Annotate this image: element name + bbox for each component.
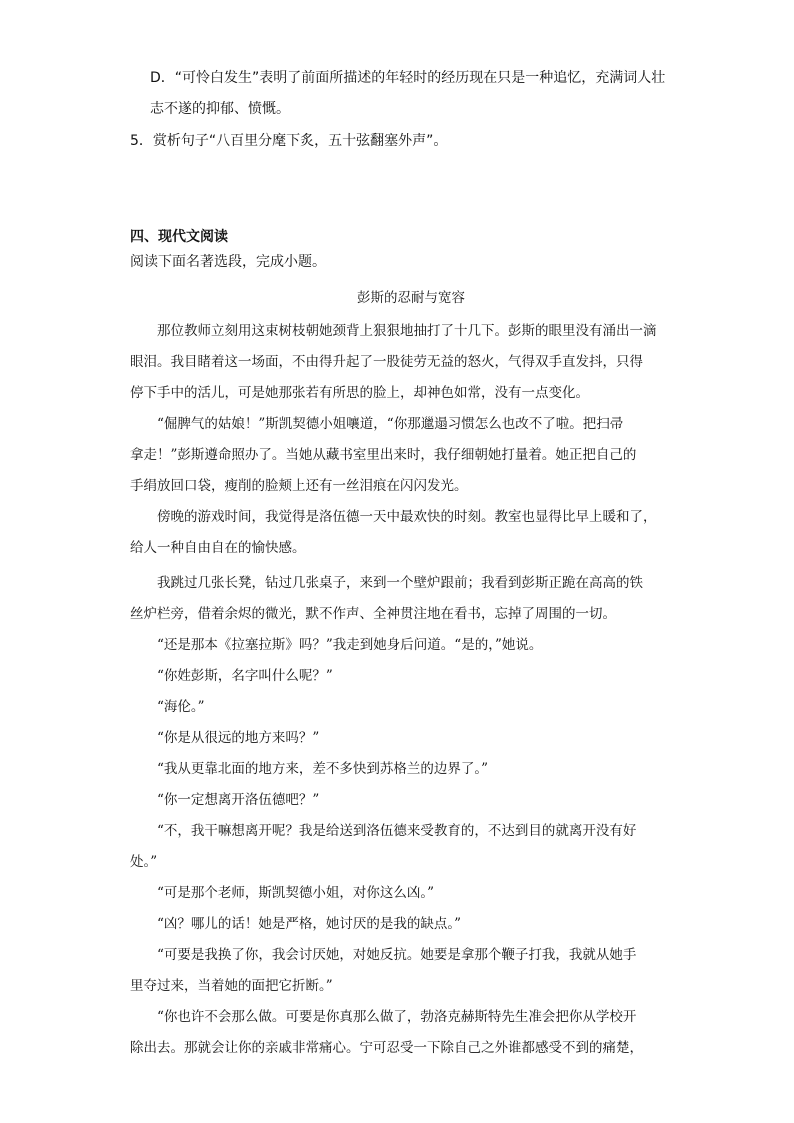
question-5: 5．赏析句子“八百里分麾下炙，五十弦翻塞外声”。	[130, 133, 448, 149]
passage-line: 拿走！”彭斯遵命照办了。当她从藏书室里出来时，我仔细朝她打量着。她正把自己的	[130, 447, 637, 463]
option-d-line2: 志不遂的抑郁、愤慨。	[150, 101, 290, 117]
passage-line: 除出去。那就会让你的亲戚非常痛心。宁可忍受一下除自己之外谁都感受不到的痛楚，	[130, 1040, 643, 1056]
passage-line: 傍晚的游戏时间，我觉得是洛伍德一天中最欢快的时刻。教室也显得比早上暖和了，	[157, 509, 657, 525]
passage-line: 那位教师立刻用这束树枝朝她颈背上狠狠地抽打了十几下。彭斯的眼里没有涌出一滴	[157, 323, 657, 339]
passage-line: 手绢放回口袋，瘦削的脸颊上还有一丝泪痕在闪闪发光。	[130, 478, 468, 494]
passage-line: 我跳过几张长凳，钻过几张桌子，来到一个壁炉跟前；我看到彭斯正跪在高高的铁	[157, 575, 643, 591]
passage-line: “海伦。”	[157, 699, 205, 715]
section-heading: 四、现代文阅读	[130, 229, 228, 245]
passage-line: 处。”	[130, 854, 158, 870]
passage-line: 眼泪。我目睹着这一场面，不由得升起了一股徒劳无益的怒火，气得双手直发抖，只得	[130, 354, 643, 370]
passage-line: 停下手中的活儿，可是她那张若有所思的脸上，却神色如常，没有一点变化。	[130, 385, 589, 401]
section-instruction: 阅读下面名著选段，完成小题。	[130, 254, 326, 270]
passage-line: “你一定想离开洛伍德吧？”	[157, 792, 320, 808]
passage-line: “我从更靠北面的地方来，差不多快到苏格兰的边界了。”	[157, 761, 489, 777]
passage-line: “倔脾气的姑娘！”斯凯契德小姐嚷道，“你那邋遢习惯怎么也改不了啦。把扫帚	[157, 416, 624, 432]
passage-title: 彭斯的忍耐与宽容	[357, 290, 465, 306]
passage-line: “不，我干嘛想离开呢？我是给送到洛伍德来受教育的，不达到目的就离开没有好	[157, 823, 637, 839]
passage-line: 里夺过来，当着她的面把它折断。”	[130, 978, 333, 994]
passage-line: “还是那本《拉塞拉斯》吗？”我走到她身后问道。“是的，”她说。	[157, 637, 543, 653]
passage-line: “你姓彭斯，名字叫什么呢？”	[157, 668, 333, 684]
passage-line: 丝炉栏旁，借着余烬的微光，默不作声、全神贯注地在看书，忘掉了周围的一切。	[130, 606, 616, 622]
passage-line: “凶？哪儿的话！她是严格，她讨厌的是我的缺点。”	[157, 916, 462, 932]
passage-line: “可是那个老师，斯凯契德小姐，对你这么凶。”	[157, 885, 435, 901]
option-d-line1: D．“可怜白发生”表明了前面所描述的年轻时的经历现在只是一种追忆，充满词人壮	[150, 70, 666, 86]
passage-line: “你是从很远的地方来吗？”	[157, 730, 320, 746]
passage-line: “可要是我换了你，我会讨厌她，对她反抗。她要是拿那个鞭子打我，我就从她手	[157, 947, 637, 963]
passage-line: 给人一种自由自在的愉快感。	[130, 540, 306, 556]
passage-line: “你也许不会那么做。可要是你真那么做了，勃洛克赫斯特先生准会把你从学校开	[157, 1009, 637, 1025]
